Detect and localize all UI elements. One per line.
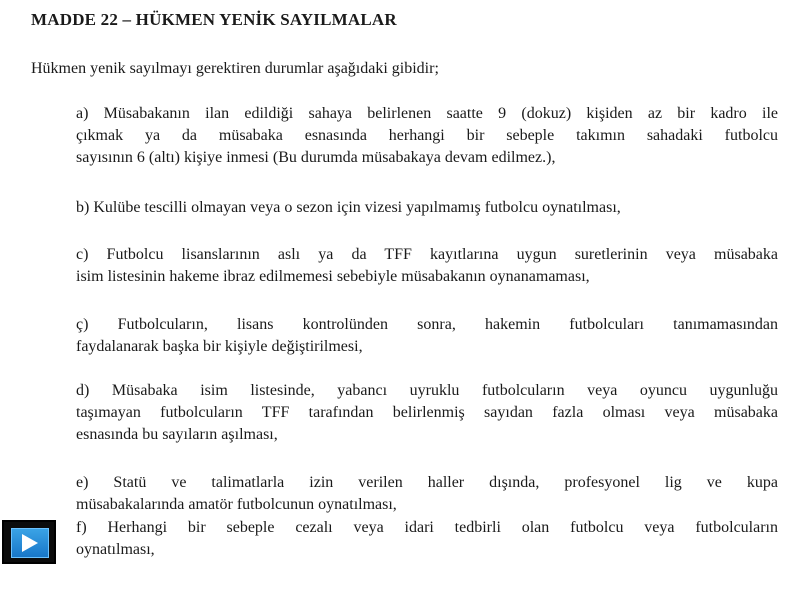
text-line: ç) Futbolcuların, lisans kontrolünden sonra, hakemin futbolcuları tanımamasından — [76, 316, 778, 333]
text-line: çıkmak ya da müsabaka esnasında herhangi bir sebeple takımın sahadaki futbolcu — [76, 127, 778, 144]
list-item-c-cedilla — [76, 314, 778, 358]
article-title: MADDE 22 – HÜKMEN YENİK SAYILMALAR — [31, 10, 397, 29]
text-line: isim listesinin hakeme ibraz edilmemesi sebebiyle müsabakanın oynanamaması, — [76, 268, 590, 285]
text-line: e) Statü ve talimatlarla izin verilen haller dışında, profesyonel lig ve kupa — [76, 474, 778, 491]
text-line: taşımayan futbolcuların TFF tarafından belirlenmiş sayıdan fazla olması veya müsabaka — [76, 404, 778, 421]
list-item-a — [76, 103, 778, 169]
list-item-b — [76, 197, 778, 219]
list-item-c — [76, 244, 778, 288]
play-button[interactable] — [2, 520, 56, 564]
text-line: oynatılması, — [76, 541, 155, 558]
play-icon — [11, 528, 49, 558]
text-line: esnasında bu sayıların aşılması, — [76, 426, 278, 443]
text-line: sayısının 6 (altı) kişiye inmesi (Bu durumda müsabakaya devam edilmez.), — [76, 149, 556, 166]
text-line: d) Müsabaka isim listesinde, yabancı uyruklu futbolcuların veya oyuncu uygunluğu — [76, 382, 778, 399]
text-line: a) Müsabakanın ilan edildiği sahaya belirlenen saatte 9 (dokuz) kişiden az bir kadro ile — [76, 105, 778, 122]
text-line: f) Herhangi bir sebeple cezalı veya idari tedbirli olan futbolcu veya futbolcuların — [76, 519, 778, 536]
list-item-e — [76, 472, 778, 516]
list-item-d — [76, 380, 778, 446]
text-line: c) Futbolcu lisanslarının aslı ya da TFF kayıtlarına uygun suretlerinin veya müsabaka — [76, 246, 778, 263]
article-intro: Hükmen yenik sayılmayı gerektiren durumlar aşağıdaki gibidir; — [31, 60, 439, 77]
text-line: müsabakalarında amatör futbolcunun oynatılması, — [76, 496, 397, 513]
text-line: b) Kulübe tescilli olmayan veya o sezon için vizesi yapılmamış futbolcu oynatılması, — [76, 199, 621, 216]
text-line: faydalanarak başka bir kişiyle değiştirilmesi, — [76, 338, 363, 355]
list-item-f — [76, 517, 778, 561]
